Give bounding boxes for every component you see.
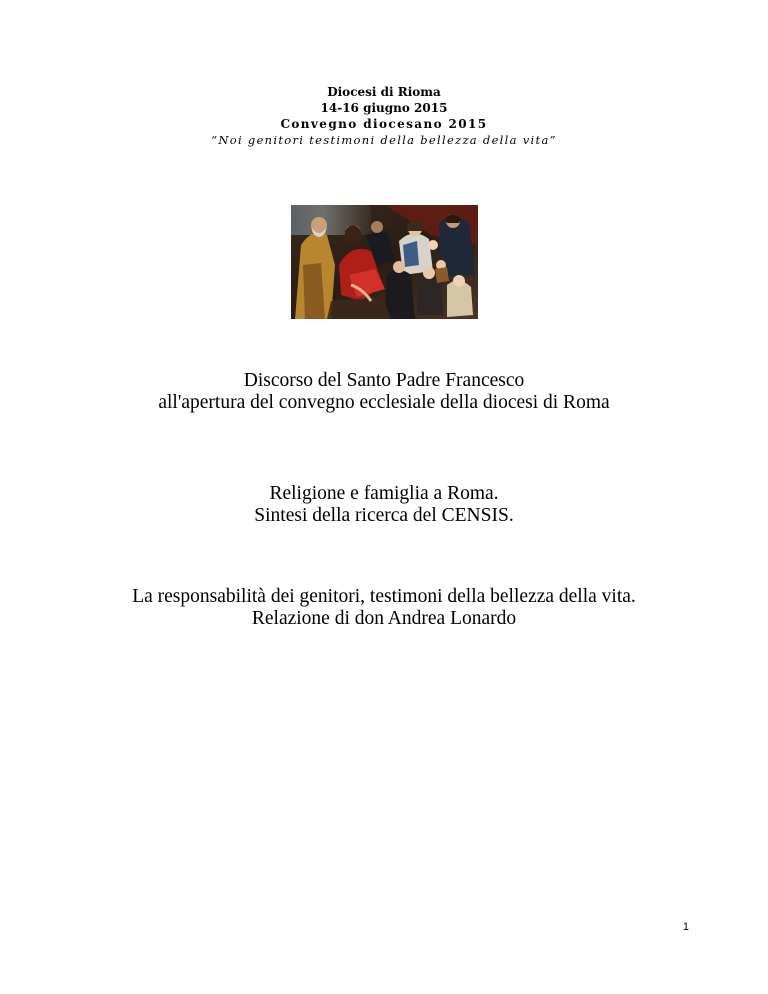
section-lonardo-report	[0, 586, 768, 630]
event-dates: 14-16 giugno 2015	[320, 101, 448, 115]
event-title: Convegno diocesano 2015	[280, 117, 488, 131]
page-number: 1	[682, 921, 689, 933]
section-subtitle: Sintesi della ricerca del CENSIS.	[254, 505, 514, 526]
section-title: Religione e famiglia a Roma.	[269, 483, 499, 504]
cover-painting	[291, 205, 478, 319]
section-censis-research	[0, 483, 768, 527]
section-subtitle: Relazione di don Andrea Lonardo	[251, 608, 517, 629]
event-motto: “Noi genitori testimoni della bellezza della vita”	[211, 133, 557, 147]
section-title: Discorso del Santo Padre Francesco	[243, 370, 525, 391]
document-header	[0, 84, 768, 149]
diocese-title: Diocesi di Rioma	[327, 85, 441, 99]
section-pope-address	[0, 370, 768, 414]
section-subtitle: all'apertura del convegno ecclesiale della diocesi di Roma	[158, 392, 610, 413]
section-title: La responsabilità dei genitori, testimoni della bellezza della vita.	[132, 586, 636, 607]
